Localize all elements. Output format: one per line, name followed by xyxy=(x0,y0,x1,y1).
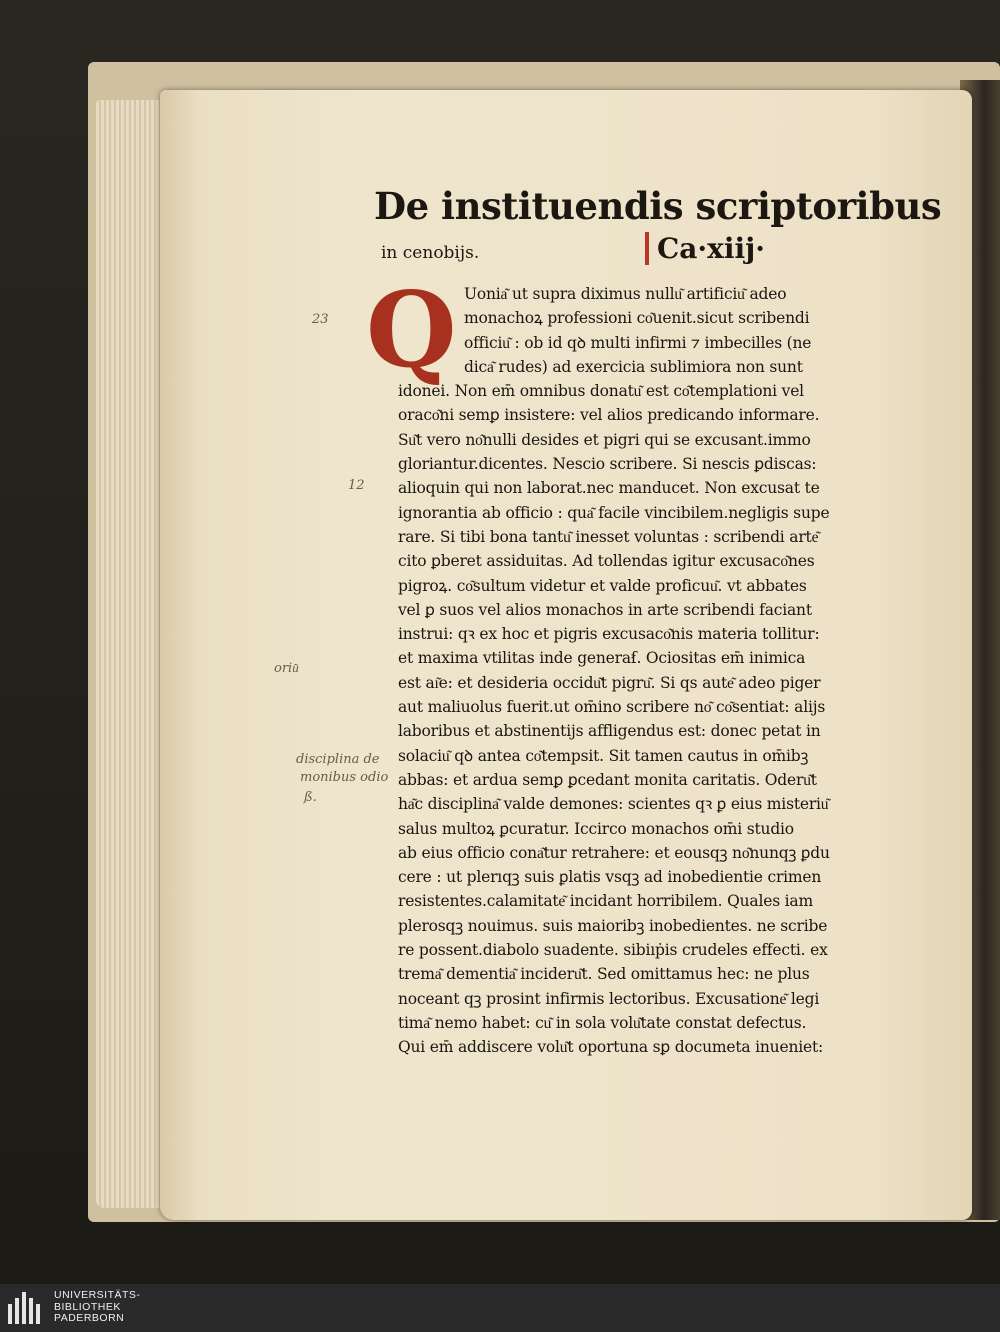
library-logo-text xyxy=(54,1290,140,1325)
text-line: cere : ut plerıqꝫ suis ꝑlatis vsqꝫ ad inobedientie crimen xyxy=(398,868,822,887)
text-line: oraco͂ni semꝑ insistere: vel alios predicando informare. xyxy=(398,406,820,425)
logo-line: UNIVERSITÄTS- xyxy=(54,1289,141,1301)
text-line: trema͂ dementia͂ incideru͂t. Sed omittamus hec: ne plus xyxy=(398,965,810,984)
text-line: et maxima vtilitas inde generaẜ. Ociositas em̄ inimica xyxy=(398,649,806,668)
text-line: solaciu͂ qꝺ antea co͂tempsit. Sit tamen cautus in om̄ibꝫ xyxy=(398,746,809,765)
text-line: plerosqꝫ nouimus. suis maioribꝫ inobedientes. ne scribe xyxy=(398,916,828,935)
text-line: officiu͂ : ob id qꝺ multi infirmi ⁊ imbecilles (ne xyxy=(464,333,812,352)
text-line: est aı͂e: et desideria occidu͂t pigru͂. Si qs aute͂ adeo piger xyxy=(398,673,821,692)
marginal-note: disciplina de xyxy=(296,752,380,767)
library-logo-icon xyxy=(8,1292,44,1324)
text-line: idonei. Non em̄ omnibus donatu͂ est co͂templationi vel xyxy=(398,382,804,401)
marginal-note: 12 xyxy=(348,478,365,493)
marginal-note: monibus odio xyxy=(300,770,389,785)
text-line: salus multoꝝ ꝑcuratur. Iccirco monachos om̄i studio xyxy=(398,819,794,838)
marginal-note: oriu͂ xyxy=(274,661,299,676)
text-line: vel ꝑ suos vel alios monachos in arte scribendi faciant xyxy=(398,600,812,619)
text-line: Uonia͂ ut supra diximus nullu͂ artificiu͂ adeo xyxy=(464,285,787,303)
chapter-heading: De instituendis scriptoribus xyxy=(374,184,942,228)
text-line: dica͂ rudes) ad exercicia sublimiora non sunt xyxy=(464,357,803,376)
text-line: aut maliuolus fuerit.ut om̄ino scribere no͂ co͂sentiat: alijs xyxy=(398,698,826,717)
marginal-note: ß. xyxy=(304,790,317,805)
body-text xyxy=(398,282,888,1060)
drop-cap-initial: Q xyxy=(366,268,457,391)
text-line: ignorantia ab officio : qua͂ facile vincibilem.negligis supe xyxy=(398,503,830,522)
text-line: Qui em̄ addiscere volu͂t oportuna sꝑ documeta inueniet: xyxy=(398,1038,824,1057)
text-line: Su͂t vero no͂nulli desides et pigri qui se excusant.immo xyxy=(398,430,811,449)
logo-line: BIBLIOTHEK xyxy=(54,1300,121,1313)
text-line: ab eius officio cona͂tur retrahere: et eousqꝫ no͂nunqꝫ ꝑdu xyxy=(398,843,830,862)
logo-line: PADERBORN xyxy=(54,1312,125,1324)
marginal-note: 23 xyxy=(312,312,329,327)
text-line: cito ꝑberet assiduitas. Ad tollendas igitur excusaco͂nes xyxy=(398,552,815,571)
text-line: laboribus et abstinentijs affligendus est: donec petat in xyxy=(398,722,821,741)
text-line: pigroꝝ. co͂sultum videtur et valde proficuu͂. vt abbates xyxy=(398,576,807,595)
text-line: gloriantur.dicentes. Nescio scribere. Si nescis ꝑdiscas: xyxy=(398,455,817,474)
text-line: abbas: et ardua semꝑ ꝑcedant monita caritatis. Oderu͂t xyxy=(398,770,817,789)
chapter-number: Ca·xiij· xyxy=(645,232,765,265)
footer-bar xyxy=(0,1284,1000,1332)
text-line: alioquin qui non laborat.nec manducet. Non excusat te xyxy=(398,479,820,498)
text-line: monachoꝝ professioni co͂uenit.sicut scribendi xyxy=(464,309,810,328)
text-line: tima͂ nemo habet: cu͂ in sola volu͂tate constat defectus. xyxy=(398,1013,807,1032)
text-line: rare. Si tibi bona tantu͂ inesset voluntas : scribendi arte͂ xyxy=(398,527,819,546)
text-line: ha͂c disciplina͂ valde demones: scientes qꝛ ꝑ eius misteriu͂ xyxy=(398,795,829,814)
text-line: instrui: qꝛ ex hoc et pigris excusaco͂nis materia tollitur: xyxy=(398,625,820,644)
chapter-subheading: in cenobijs. xyxy=(381,243,480,263)
text-line: noceant qꝫ prosint infirmis lectoribus. Excusatione͂ legi xyxy=(398,989,820,1008)
text-line: re possent.diabolo suadente. sibiıṗis crudeles effecti. ex xyxy=(398,941,828,960)
text-line: resistentes.calamitate͂ incidant horribilem. Quales iam xyxy=(398,892,813,911)
